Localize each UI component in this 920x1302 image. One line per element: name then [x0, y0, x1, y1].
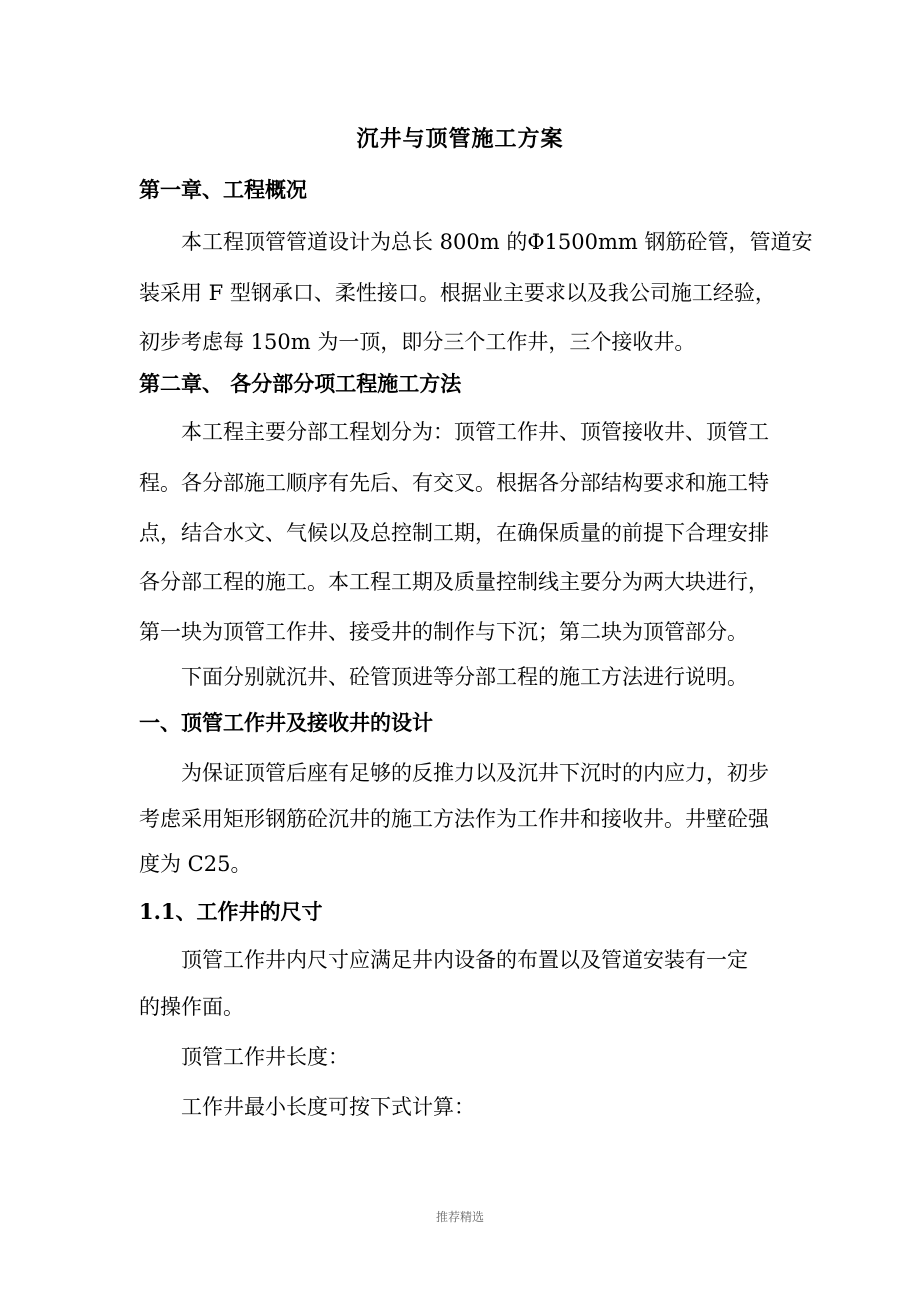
section1-1-heading: 1.1、工作井的尺寸	[139, 899, 323, 924]
document-title: 沉井与顶管施工方案	[356, 126, 564, 152]
section1-line-3: 度为 C25。	[139, 852, 252, 876]
chapter2-para2-line-1: 下面分别就沉井、砼管顶进等分部工程的施工方法进行说明。	[181, 665, 748, 689]
chapter2-line-5: 第一块为顶管工作井、接受井的制作与下沉；第二块为顶管部分。	[139, 620, 748, 644]
section1-1-length-line: 顶管工作井长度：	[181, 1045, 349, 1069]
chapter1-line-3: 初步考虑每 150m 为一顶，即分三个工作井，三个接收井。	[139, 330, 696, 354]
section1-line-2: 考虑采用矩形钢筋砼沉井的施工方法作为工作井和接收井。井壁砼强	[139, 807, 769, 831]
section1-line-1: 为保证顶管后座有足够的反推力以及沉井下沉时的内应力，初步	[181, 761, 769, 785]
chapter2-line-2: 程。各分部施工顺序有先后、有交叉。根据各分部结构要求和施工特	[139, 471, 769, 495]
section1-1-line-2: 的操作面。	[139, 995, 244, 1019]
chapter2-line-3: 点，结合水文、气候以及总控制工期，在确保质量的前提下合理安排	[139, 521, 769, 545]
chapter1-line-1: 本工程顶管管道设计为总长 800m 的Φ1500mm 钢筋砼管，管道安	[181, 230, 813, 254]
chapter1-heading: 第一章、工程概况	[139, 177, 307, 202]
section1-1-line-1: 顶管工作井内尺寸应满足井内设备的布置以及管道安装有一定	[181, 948, 748, 972]
chapter1-line-2: 装采用 F 型钢承口、柔性接口。根据业主要求以及我公司施工经验，	[139, 281, 776, 305]
chapter2-line-1: 本工程主要分部工程划分为：顶管工作井、顶管接收井、顶管工	[181, 420, 769, 444]
chapter2-heading: 第二章、 各分部分项工程施工方法	[139, 371, 462, 396]
section1-heading: 一、顶管工作井及接收井的设计	[139, 710, 433, 735]
chapter2-line-4: 各分部工程的施工。本工程工期及质量控制线主要分为两大块进行，	[139, 570, 769, 594]
page-footer: 推荐精选	[435, 1210, 484, 1224]
section1-1-formula-line: 工作井最小长度可按下式计算：	[181, 1095, 475, 1119]
